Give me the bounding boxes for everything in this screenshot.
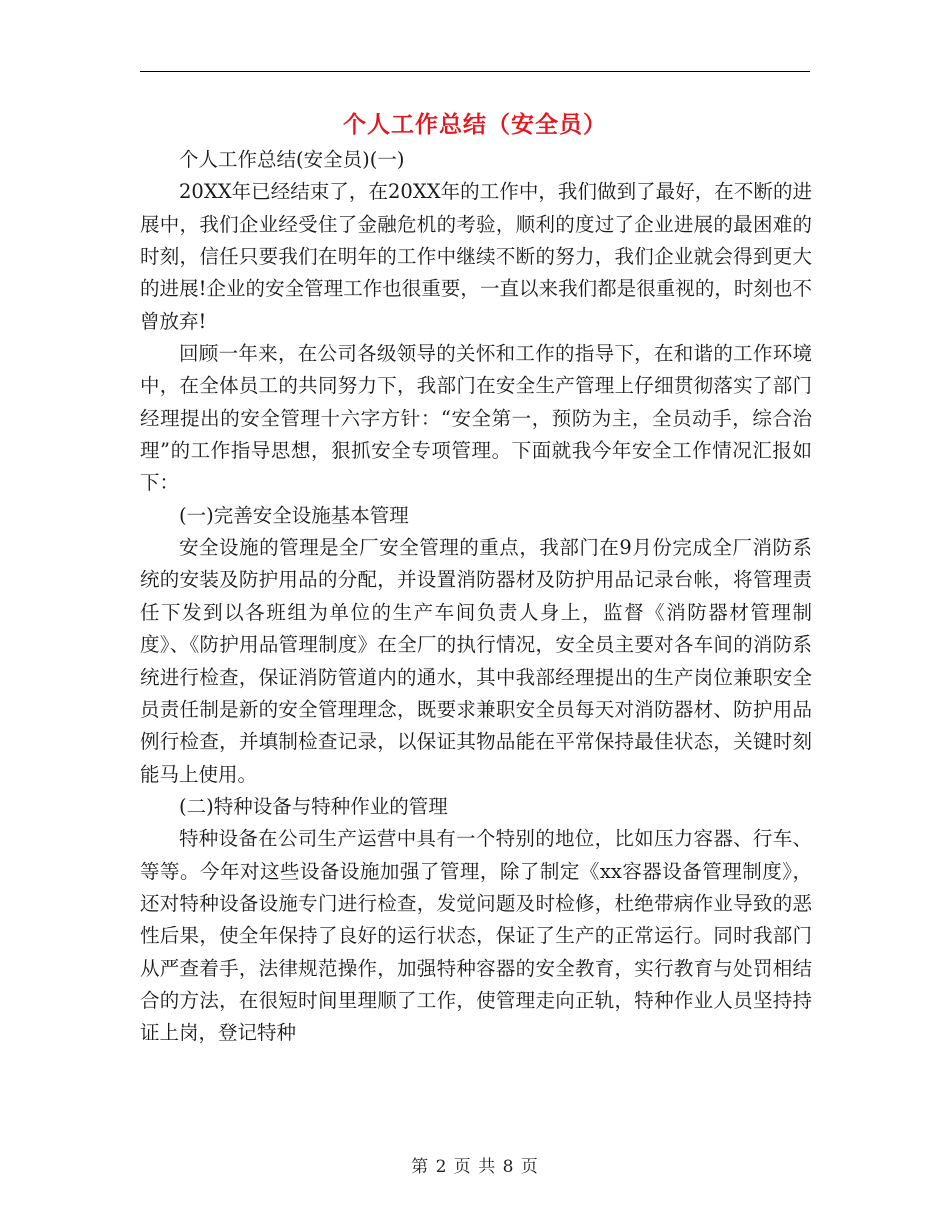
- subsection-heading: (一)完善安全设施基本管理: [179, 503, 409, 527]
- paragraph: 回顾一年来，在公司各级领导的关怀和工作的指导下，在和谐的工作环境中，在全体员工的共同努力下，我部门在安全生产管理上仔细贯彻落实了部门经理提出的安全管理十六字方针：“安全第一，预防为主，全员动手，综合治理”的工作指导思想，狠抓安全专项管理。下面就我今年安全工作情况汇报如下：: [140, 342, 812, 495]
- section-heading: 个人工作总结(安全员)(一): [179, 148, 405, 171]
- paragraph: 特种设备在公司生产运营中具有一个特别的地位，比如压力容器、行车、等等。今年对这些设备设施加强了管理，除了制定《xx容器设备管理制度》，还对特种设备设施专门进行检查，发觉问题及时检修，杜绝带病作业导致的恶性后果，使全年保持了良好的运行状态，保证了生产的正常运行。同时我部门从严查着手，法律规范操作，加强特种容器的安全教育，实行教育与处罚相结合的方法，在很短时间里理顺了工作，使管理走向正轨，特种作业人员坚持持证上岗，登记特种: [140, 827, 812, 1045]
- header-rule: [140, 71, 810, 72]
- document-title: 个人工作总结（安全员）: [343, 111, 607, 138]
- subsection-heading: (二)特种设备与特种作业的管理: [179, 794, 448, 818]
- document-body: [140, 144, 812, 1050]
- page-number: 第 2 页 共 8 页: [411, 1157, 539, 1177]
- paragraph: 20XX年已经结束了，在20XX年的工作中，我们做到了最好，在不断的进展中，我们企业经受住了金融危机的考验，顺利的度过了企业进展的最困难的时刻，信任只要我们在明年的工作中继续不断的努力，我们企业就会得到更大的进展!企业的安全管理工作也很重要，一直以来我们都是很重视的，时刻也不曾放弃!: [140, 180, 812, 333]
- paragraph: 安全设施的管理是全厂安全管理的重点，我部门在9月份完成全厂消防系统的安装及防护用品的分配，并设置消防器材及防护用品记录台帐，将管理责任下发到以各班组为单位的生产车间负责人身上，监督《消防器材管理制度》、《防护用品管理制度》在全厂的执行情况，安全员主要对各车间的消防系统进行检查，保证消防管道内的通水，其中我部经理提出的生产岗位兼职安全员责任制是新的安全管理理念，既要求兼职安全员每天对消防器材、防护用品例行检查，并填制检查记录，以保证其物品能在平常保持最佳状态，关键时刻能马上使用。: [140, 536, 812, 786]
